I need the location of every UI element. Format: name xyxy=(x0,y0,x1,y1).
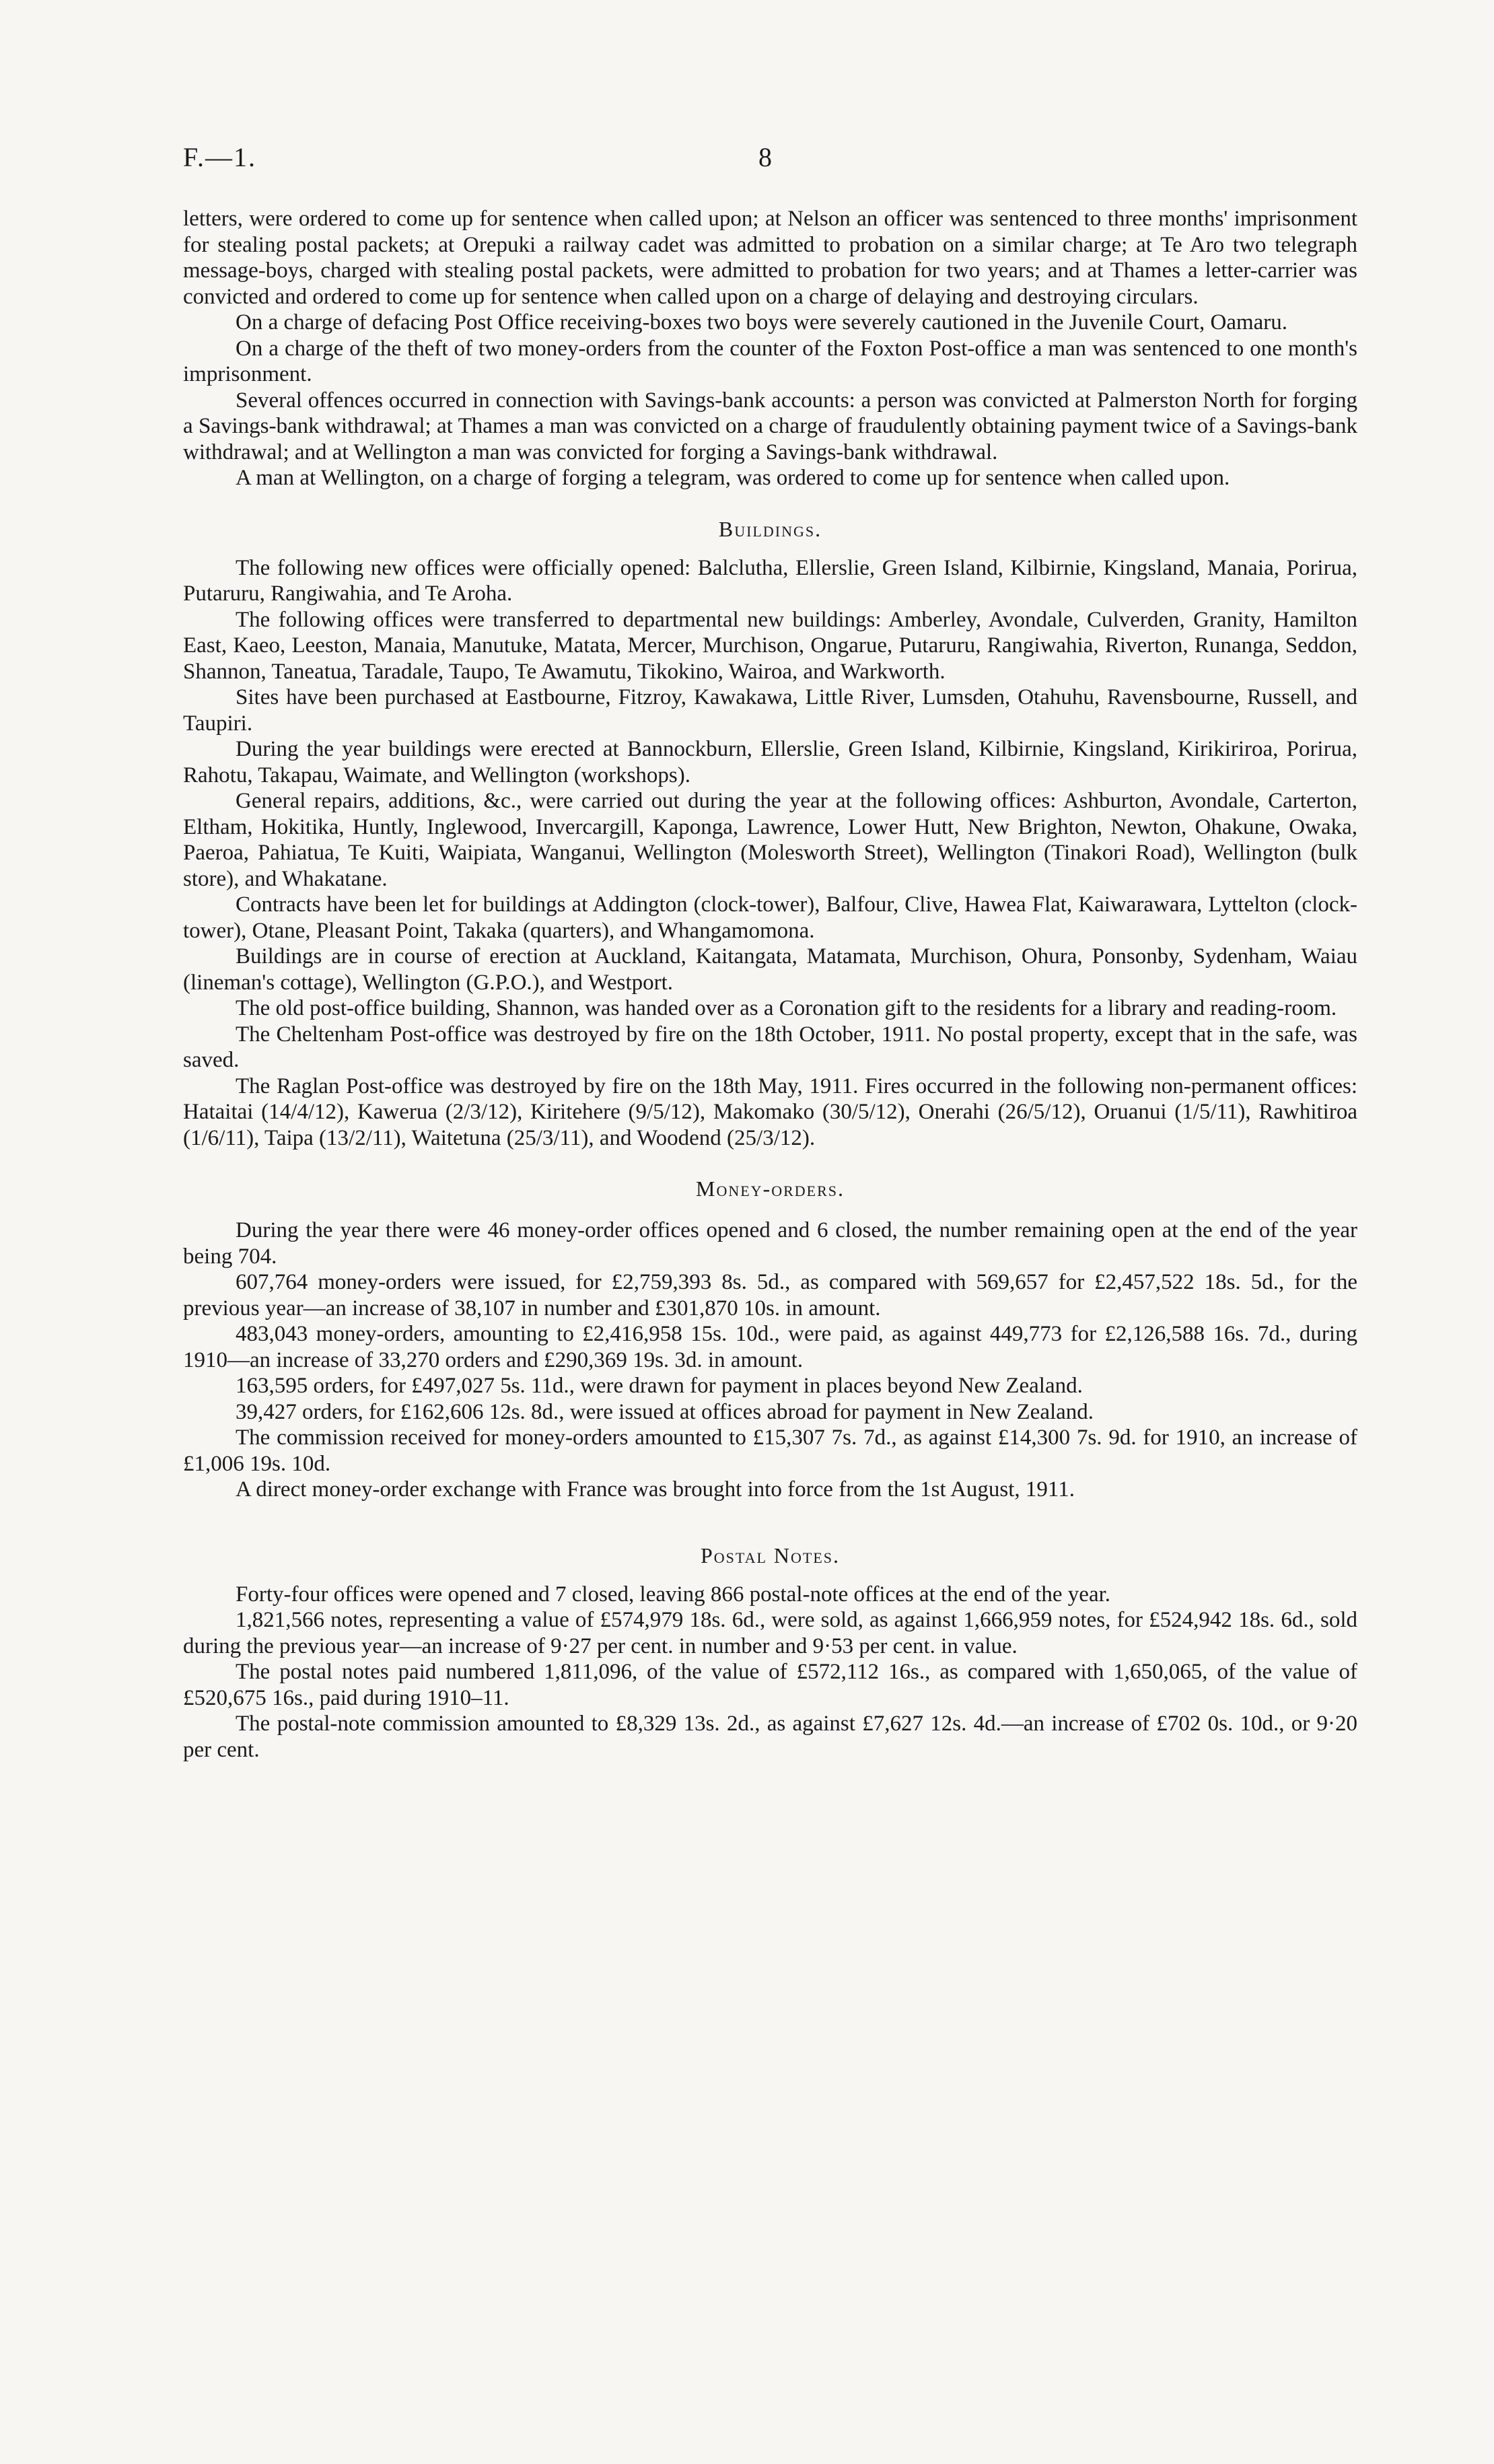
paragraph: The following new offices were officially opened: Balclutha, Ellerslie, Green Island, Kilbirnie, Kingsland, Manaia, Porirua, Putaruru, Rangiwahia, and Te Aroha. xyxy=(183,555,1357,606)
paragraph: The following offices were transferred to departmental new buildings: Amberley, Avondale, Culverden, Granity, Hamilton East, Kaeo, Leeston, Manaia, Manutuke, Matata, Mercer, Murchison, Ongarue, Putaruru, Rangiwahia, Riverton, Runanga, Seddon, Shannon, Taneatua, Taradale, Taupo, Te Awamutu, Tikokino, Wairoa, and Warkworth. xyxy=(183,607,1357,684)
section-heading-buildings: Buildings. xyxy=(718,516,822,541)
document-page xyxy=(183,141,1357,1763)
paragraph: 483,043 money-orders, amounting to £2,416,958 15s. 10d., were paid, as against 449,773 for £2,126,588 16s. 7d., during 1910—an increase of 33,270 orders and £290,369 19s. 3d. in amount. xyxy=(183,1322,1357,1372)
page-header xyxy=(183,141,1357,188)
paragraph: Forty-four offices were opened and 7 closed, leaving 866 postal-note offices at the end of the year. xyxy=(236,1582,1111,1607)
paragraph: The postal notes paid numbered 1,811,096, of the value of £572,112 16s., as compared with 1,650,065, of the value of £520,675 16s., paid during 1910–11. xyxy=(183,1660,1357,1710)
section-heading-postal-notes: Postal Notes. xyxy=(700,1543,841,1568)
document-reference: F.—1. xyxy=(183,142,257,172)
paragraph: A direct money-order exchange with France was brought into force from the 1st August, 1911. xyxy=(236,1477,1075,1502)
money-orders-section xyxy=(183,1176,1357,1503)
paragraph: Sites have been purchased at Eastbourne, Fitzroy, Kawakawa, Little River, Lumsden, Otahuhu, Ravensbourne, Russell, and Taupiri. xyxy=(183,685,1357,736)
section-heading-money-orders: Money-orders. xyxy=(695,1176,845,1201)
paragraph: 1,821,566 notes, representing a value of £574,979 18s. 6d., were sold, as against 1,666,959 notes, for £524,942 18s. 6d., sold during the previous year—an increase of 9·27 per cent. in number and 9·53 per cent. in value. xyxy=(183,1608,1357,1658)
paragraph: The Cheltenham Post-office was destroyed by fire on the 18th October, 1911. No postal property, except that in the safe, was saved. xyxy=(183,1022,1357,1072)
postal-notes-section xyxy=(183,1543,1357,1763)
page-number: 8 xyxy=(758,142,772,172)
paragraph: The old post-office building, Shannon, was handed over as a Coronation gift to the residents for a library and reading-room. xyxy=(236,996,1337,1020)
paragraph: General repairs, additions, &c., were carried out during the year at the following offices: Ashburton, Avondale, Carterton, Eltham, Hokitika, Huntly, Inglewood, Invercargill, Kaponga, Lawrence, Lower Hutt, New Brighton, Newton, Ohakune, Owaka, Paeroa, Pahiatua, Te Kuiti, Waipiata, Wanganui, Wellington (Molesworth Street), Wellington (Tinakori Road), Wellington (bulk store), and Whakatane. xyxy=(183,789,1357,891)
paragraph: The Raglan Post-office was destroyed by fire on the 18th May, 1911. Fires occurred in the following non-permanent offices: Hataitai (14/4/12), Kawerua (2/3/12), Kiritehere (9/5/12), Makomako (30/5/12), Onerahi (26/5/12), Oruanui (1/5/11), Rawhitiroa (1/6/11), Taipa (13/2/11), Waitetuna (25/3/11), and Woodend (25/3/12). xyxy=(183,1073,1357,1150)
paragraph: On a charge of the theft of two money-orders from the counter of the Foxton Post-office a man was sentenced to one month's imprisonment. xyxy=(183,336,1357,386)
paragraph: The postal-note commission amounted to £8,329 13s. 2d., as against £7,627 12s. 4d.—an increase of £702 0s. 10d., or 9·20 per cent. xyxy=(183,1712,1357,1762)
paragraph: Several offences occurred in connection with Savings-bank accounts: a person was convicted at Palmerston North for forging a Savings-bank withdrawal; at Thames a man was convicted on a charge of fraudulently obtaining payment twice of a Savings-bank withdrawal; and at Wellington a man was convicted for forging a Savings-bank withdrawal. xyxy=(183,388,1357,464)
paragraph: letters, were ordered to come up for sentence when called upon; at Nelson an officer was sentenced to three months' imprisonment for stealing postal packets; at Orepuki a railway cadet was admitted to probation on a similar charge; at Te Aro two telegraph message-boys, charged with stealing postal packets, were admitted to probation for two years; and at Thames a letter-carrier was convicted and ordered to come up for sentence when called upon on a charge of delaying and destroying circulars. xyxy=(183,207,1357,309)
paragraph: 39,427 orders, for £162,606 12s. 8d., were issued at offices abroad for payment in New Zealand. xyxy=(236,1399,1094,1424)
paragraph: Contracts have been let for buildings at Addington (clock-tower), Balfour, Clive, Hawea Flat, Kaiwarawara, Lyttelton (clock-tower), Otane, Pleasant Point, Takaka (quarters), and Whangamomona. xyxy=(183,892,1357,943)
paragraph: During the year there were 46 money-order offices opened and 6 closed, the number remaining open at the end of the year being 704. xyxy=(183,1218,1357,1269)
paragraph: On a charge of defacing Post Office receiving-boxes two boys were severely cautioned in the Juvenile Court, Oamaru. xyxy=(236,310,1288,335)
paragraph: Buildings are in course of erection at Auckland, Kaitangata, Matamata, Murchison, Ohura, Ponsonby, Sydenham, Waiau (lineman's cottage), Wellington (G.P.O.), and Westport. xyxy=(183,944,1357,995)
paragraph: The commission received for money-orders amounted to £15,307 7s. 7d., as against £14,300 7s. 9d. for 1910, an increase of £1,006 19s. 10d. xyxy=(183,1425,1357,1476)
paragraph: A man at Wellington, on a charge of forging a telegram, was ordered to come up for sentence when called upon. xyxy=(236,466,1230,490)
paragraph: 163,595 orders, for £497,027 5s. 11d., were drawn for payment in places beyond New Zealand. xyxy=(236,1374,1083,1398)
paragraph: 607,764 money-orders were issued, for £2,759,393 8s. 5d., as compared with 569,657 for £2,457,522 18s. 5d., for the previous year—an increase of 38,107 in number and £301,870 10s. in amount. xyxy=(183,1270,1357,1321)
paragraph: During the year buildings were erected at Bannockburn, Ellerslie, Green Island, Kilbirnie, Kingsland, Kirikiriroa, Porirua, Rahotu, Takapau, Waimate, and Wellington (workshops). xyxy=(183,737,1357,787)
intro-section xyxy=(183,206,1357,491)
buildings-section xyxy=(183,517,1357,1152)
